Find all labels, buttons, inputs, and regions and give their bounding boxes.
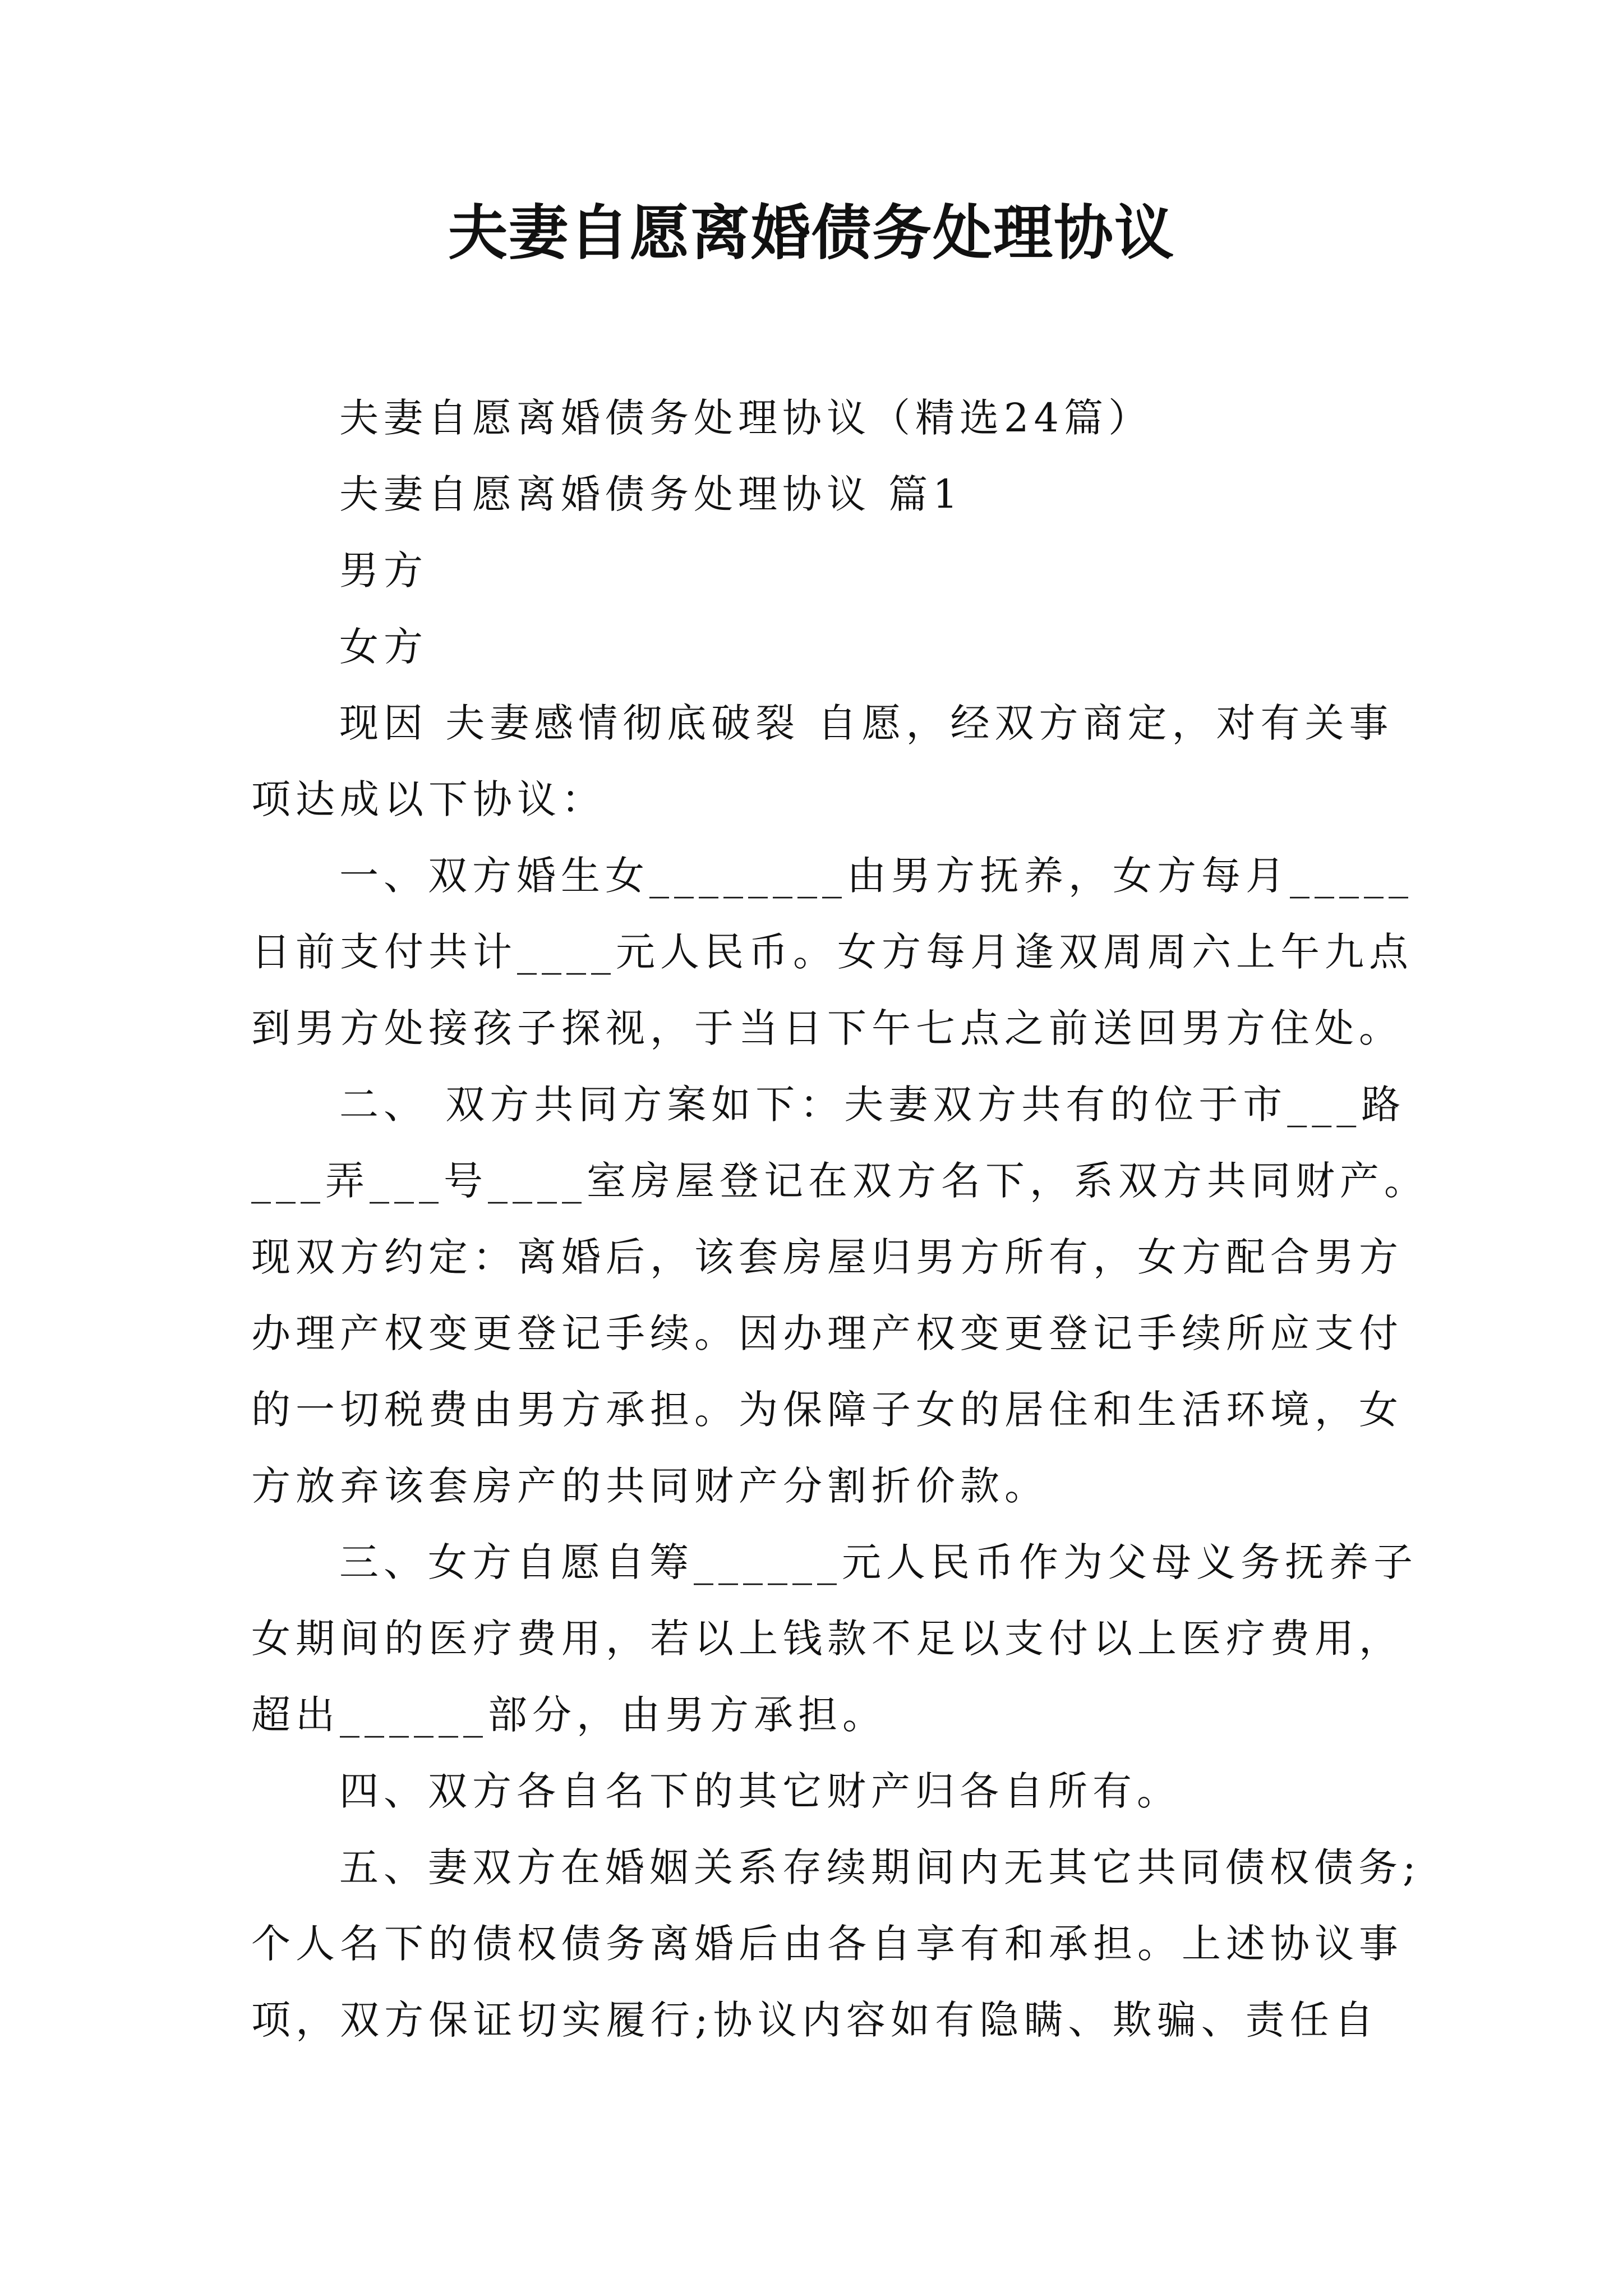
paragraph-line: 二、 双方共同方案如下：夫妻双方共有的位于市___路 [339, 1082, 1406, 1128]
party-female-label: 女方 [339, 624, 428, 670]
document-title: 夫妻自愿离婚债务处理协议 [448, 197, 1175, 268]
paragraph-line: 女期间的医疗费用，若以上钱款不足以支付以上医疗费用， [251, 1616, 1403, 1662]
paragraph-line: 到男方处接孩子探视，于当日下午七点之前送回男方住处。 [251, 1005, 1403, 1051]
section-heading: 夫妻自愿离婚债务处理协议 篇1 [339, 471, 963, 517]
paragraph-line: 四、双方各自名下的其它财产归各自所有。 [339, 1768, 1181, 1814]
party-male-label: 男方 [339, 547, 428, 593]
subtitle-line: 夫妻自愿离婚债务处理协议（精选24篇） [339, 395, 1153, 441]
paragraph-line: ___弄___号____室房屋登记在双方名下，系双方共同财产。 [251, 1158, 1428, 1204]
paragraph-line: 个人名下的债权债务离婚后由各自享有和承担。上述协议事 [251, 1921, 1403, 1967]
paragraph-line: 项，双方保证切实履行;协议内容如有隐瞒、欺骗、责任自 [251, 1997, 1378, 2043]
paragraph-line: 三、女方自愿自筹______元人民币作为父母义务抚养子 [339, 1539, 1418, 1585]
paragraph-line: 方放弃该套房产的共同财产分割折价款。 [251, 1463, 1049, 1509]
paragraph-line: 一、双方婚生女________由男方抚养，女方每月_____ [339, 853, 1413, 899]
paragraph-line: 五、妻双方在婚姻关系存续期间内无其它共同债权债务; [339, 1844, 1421, 1890]
paragraph-line: 办理产权变更登记手续。因办理产权变更登记手续所应支付 [251, 1310, 1403, 1356]
paragraph-line: 超出______部分，由男方承担。 [251, 1692, 887, 1738]
paragraph-line: 项达成以下协议： [251, 776, 606, 822]
paragraph-line: 日前支付共计____元人民币。女方每月逢双周周六上午九点 [251, 929, 1413, 975]
paragraph-line: 的一切税费由男方承担。为保障子女的居住和生活环境，女 [251, 1387, 1403, 1433]
paragraph-line: 现因 夫妻感情彻底破裂 自愿，经双方商定，对有关事 [339, 700, 1394, 746]
paragraph-line: 现双方约定：离婚后，该套房屋归男方所有，女方配合男方 [251, 1234, 1403, 1280]
